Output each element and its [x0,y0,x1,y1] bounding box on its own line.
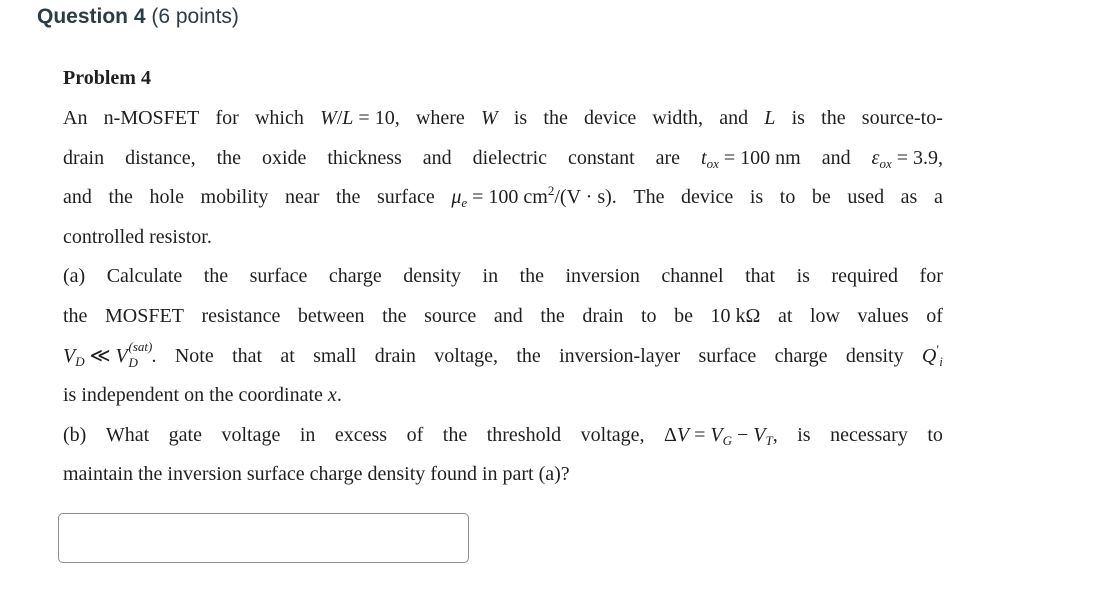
question-header [37,3,239,31]
text-line: controlled resistor. [63,225,212,248]
question-points: (6 points) [145,5,239,28]
text-line: $V_D$ ≪ V (sat) D . Note that at small drain voltage, the inversion-layer surface charge density $Q'_i$ [63,338,943,370]
text-line: maintain the inversion surface charge density found in part (a)? [63,463,570,486]
text-line: An n-MOSFET for which W/L = 10, where W is the device width, and L is the source-to- [63,107,943,129]
text-line: drain distance, the oxide thickness and dielectric constant are $t_{ox} = 100$ nm and $\varepsilon_{ox} = 3.9$, [63,146,943,171]
text-line: (a) Calculate the surface charge density in the inversion channel that is required for [63,265,943,288]
text-line: is independent on the coordinate x. [63,384,342,407]
text-line: and the hole mobility near the surface $\mu_e = 100$ $cm^2/(V \cdot s)$. The device is to be used as a [63,183,943,211]
question-title: Question 4 [37,5,146,28]
problem-title: Problem 4 [63,67,151,89]
answer-input[interactable] [58,513,469,563]
text-line: the MOSFET resistance between the source and the drain to be 10 kΩ at low values of [63,304,943,327]
text-line: (b) What gate voltage in excess of the threshold voltage, $\Delta V = V_G - V_T$, is necessary to [63,423,943,448]
problem-statement [63,62,943,495]
